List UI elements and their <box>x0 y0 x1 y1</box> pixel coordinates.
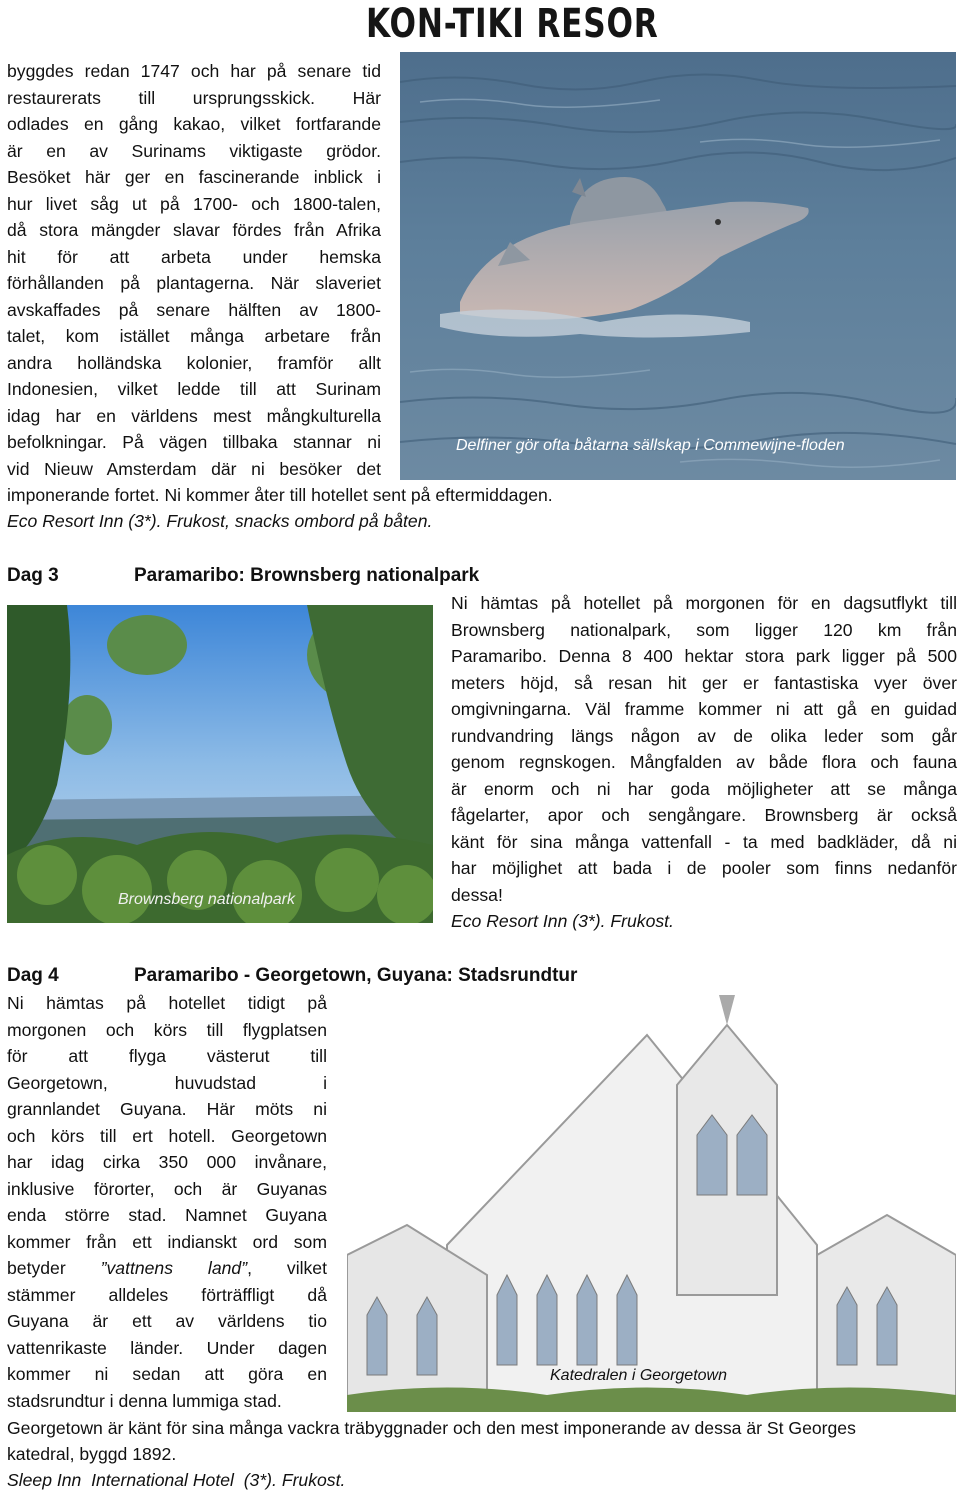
day4-line: stadsrundtur i denna lummiga stad. <box>7 1390 282 1411</box>
day3-label: Dag 3 <box>7 565 59 586</box>
day4-full-line: katedral, byggd 1892. <box>7 1444 177 1464</box>
intro-line: befolkningar. På vägen tillbaka stannar ni <box>7 432 381 452</box>
day3-line: har möjlighet att bada i de pooler som finns nedanför <box>451 858 957 878</box>
day4-line: kommer ni sedan att göra en <box>7 1364 327 1384</box>
brand-logo: KON-TIKI RESOR <box>366 1 659 47</box>
day3-line: Paramaribo. Denna 8 400 hektar stora park ligger på 500 <box>451 646 957 666</box>
day4-line: inklusive förorter, och är Guyanas <box>7 1178 327 1199</box>
day4-line: Georgetown, huvudstad i <box>7 1072 327 1093</box>
day4-line: Guyana är ett av världens tio <box>7 1311 327 1331</box>
intro-line-full: imponerande fortet. Ni kommer åter till hotellet sent på eftermiddagen. <box>7 485 553 505</box>
day3-line: fågelarter, apor och sengångare. Brownsberg är också <box>451 805 957 825</box>
day3-paragraph <box>451 590 957 935</box>
intro-line: Indonesien, vilket ledde till att Surinam <box>7 379 381 399</box>
quote-suffix: , vilket <box>247 1258 327 1278</box>
brownsberg-photo <box>7 605 433 923</box>
intro-line: förhållanden på plantagerna. När slaveriet <box>7 273 381 293</box>
day4-line: har idag cirka 350 000 invånare, <box>7 1152 327 1172</box>
cathedral-photo-caption: Katedralen i Georgetown <box>550 1367 727 1384</box>
day3-line: rundvandring längs någon av de olika leder som går <box>451 725 957 746</box>
day4-label: Dag 4 <box>7 965 59 986</box>
day3-title: Paramaribo: Brownsberg nationalpark <box>134 565 480 586</box>
intro-line: är en av Surinams viktigaste grödor. <box>7 140 381 161</box>
day4-line: Ni hämtas på hotellet tidigt på <box>7 993 327 1013</box>
brownsberg-photo-caption: Brownsberg nationalpark <box>118 891 295 908</box>
intro-line: byggdes redan 1747 och har på senare tid <box>7 61 381 81</box>
intro-line: avskaffades på senare hälften av 1800- <box>7 299 381 320</box>
day3-line: meters höjd, så resan hit ger er fantastiska vyer över <box>451 672 957 693</box>
dolphin-photo <box>400 52 956 480</box>
day3-line: omgivningarna. Väl framme kommer ni att gå en guidad <box>451 699 957 719</box>
day3-line: Brownsberg nationalpark, som ligger 120 km från <box>451 619 957 640</box>
day4-line: morgonen och körs till flygplatsen <box>7 1019 327 1040</box>
day4-line: stämmer alldeles förträffligt då <box>7 1284 327 1305</box>
day4-line: kommer från ett indianskt ord som <box>7 1231 327 1252</box>
day4-quote-line <box>7 1255 327 1282</box>
dolphin-photo-caption: Delfiner gör ofta båtarna sällskap i Commewijne-floden <box>456 437 845 454</box>
day3-line: genom regnskogen. Mångfalden av både flora och fauna <box>451 752 957 772</box>
day4-line: vattenrikaste länder. Under dagen <box>7 1337 327 1358</box>
day3-hotel: Eco Resort Inn (3*). Frukost. <box>451 911 674 931</box>
cathedral-photo <box>347 995 956 1412</box>
day4-paragraph <box>7 990 327 1414</box>
intro-line: talet, kom istället många arbetare från <box>7 326 381 346</box>
day3-line: dessa! <box>451 884 503 905</box>
day4-line: grannlandet Guyana. Här möts ni <box>7 1099 327 1119</box>
day4-line: enda större stad. Namnet Guyana <box>7 1205 327 1225</box>
day4-line: och körs till ert hotell. Georgetown <box>7 1125 327 1146</box>
intro-line: hur livet såg ut på 1700- och 1800-talen, <box>7 193 381 214</box>
day4-hotel: Sleep Inn International Hotel (3*). Frukost. <box>7 1470 346 1490</box>
quote-prefix: betyder <box>7 1258 101 1278</box>
intro-line: idag har en världens mest mångkulturella <box>7 405 381 426</box>
intro-line: restaurerats till ursprungsskick. Här <box>7 87 381 108</box>
quote-text: ”vattnens land” <box>100 1258 248 1278</box>
intro-line: hit för att arbeta under hemska <box>7 246 381 267</box>
day4-title: Paramaribo - Georgetown, Guyana: Stadsrundtur <box>134 965 578 986</box>
intro-line: vid Nieuw Amsterdam där ni besöker det <box>7 458 381 479</box>
intro-line: då stora mängder slavar fördes från Afrika <box>7 220 381 240</box>
day4-line: för att flyga västerut till <box>7 1046 327 1066</box>
day4-full-line: Georgetown är känt för sina många vackra träbyggnader och den mest imponerande av dessa är St Georges <box>7 1418 856 1438</box>
intro-line: odlades en gång kakao, vilket fortfarande <box>7 114 381 134</box>
intro-line: andra holländska kolonier, framför allt <box>7 352 381 373</box>
intro-paragraph <box>7 58 381 482</box>
day3-line: Ni hämtas på hotellet på morgonen för en dagsutflykt till <box>451 593 957 613</box>
day3-line: känt för sina många vattenfall - ta med badkläder, då ni <box>451 831 957 852</box>
intro-hotel: Eco Resort Inn (3*). Frukost, snacks ombord på båten. <box>7 511 433 531</box>
day3-line: är enorm och ni har goda möjligheter att se många <box>451 778 957 799</box>
intro-line: Besöket här ger en fascinerande inblick i <box>7 167 381 187</box>
